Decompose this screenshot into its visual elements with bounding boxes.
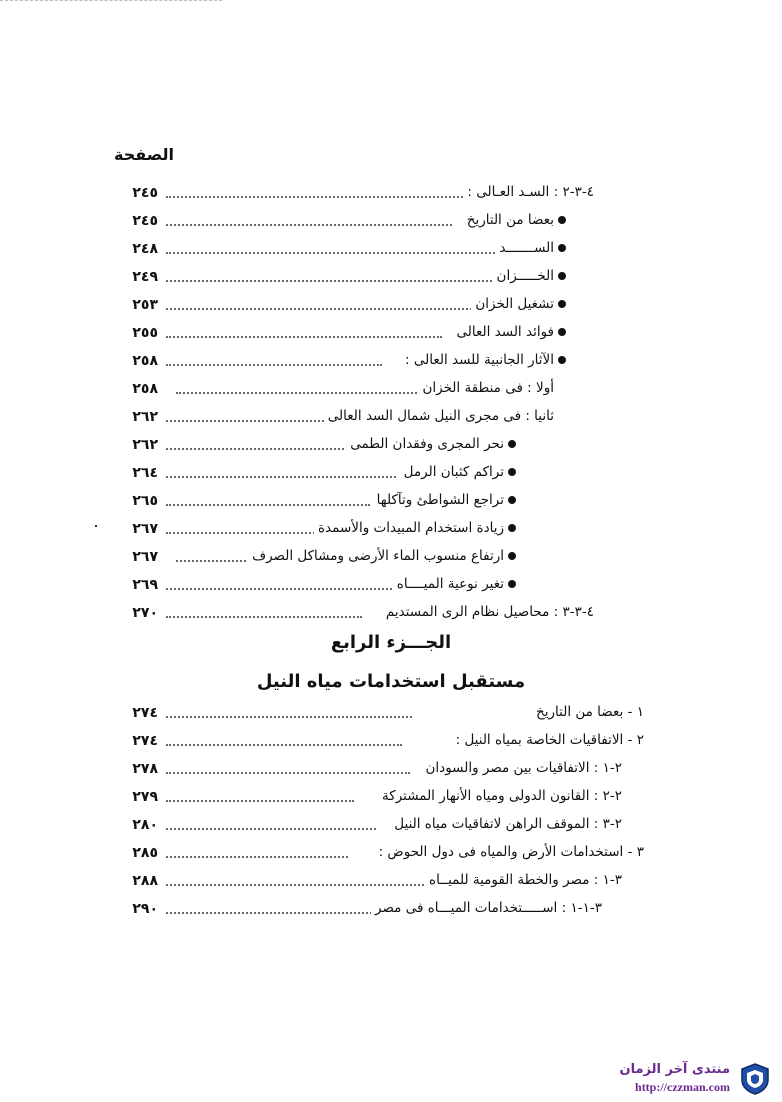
toc-page-number: ٢٦٤ bbox=[132, 465, 158, 481]
toc-entry-title: زيادة استخدام المبيدات والأسمدة bbox=[314, 520, 516, 536]
toc-page-number: ٢٧٤ bbox=[132, 733, 158, 749]
toc-entry-title: ٢-٣ : الموقف الراهن لاتفاقيات مياه النيل bbox=[390, 816, 622, 832]
toc-page-number: ٢٦٢ bbox=[132, 437, 158, 453]
dot-leader bbox=[166, 772, 410, 774]
bullet-icon bbox=[508, 524, 516, 532]
toc-page-number: ٢٧٨ bbox=[132, 761, 158, 777]
bullet-icon bbox=[508, 496, 516, 504]
bullet-icon bbox=[558, 216, 566, 224]
toc-row bbox=[0, 731, 782, 755]
dot-leader bbox=[166, 912, 396, 914]
dot-leader bbox=[166, 616, 362, 618]
part-subtitle: مستقبل استخدامات مياه النيل bbox=[256, 671, 526, 692]
toc-entry-title: ٢-٢ : القانون الدولى ومياه الأنهار المشتركة bbox=[378, 788, 622, 804]
toc-row bbox=[0, 295, 782, 319]
toc-entry-title: ١ - بعضا من التاريخ bbox=[532, 704, 644, 720]
dot-leader bbox=[166, 364, 382, 366]
dot-leader bbox=[166, 504, 370, 506]
toc-entry-title: أولا : فى منطقة الخزان bbox=[418, 380, 554, 396]
dot-leader bbox=[166, 308, 472, 310]
toc-row bbox=[0, 815, 782, 839]
toc-row bbox=[0, 603, 782, 627]
dot-leader bbox=[176, 392, 436, 394]
toc-row bbox=[0, 379, 782, 403]
forum-url: http://czzman.com bbox=[635, 1080, 730, 1094]
toc-page-number: ٢٥٨ bbox=[132, 381, 158, 397]
shield-logo-icon bbox=[738, 1062, 772, 1096]
toc-entry-title: الخـــــزان bbox=[493, 268, 566, 284]
dot-leader bbox=[166, 448, 364, 450]
toc-entry-title: ٣-١ : مصر والخطة القومية للميــاه bbox=[425, 872, 622, 888]
dot-leader bbox=[166, 884, 436, 886]
toc-page-number: ٢٥٨ bbox=[132, 353, 158, 369]
toc-row bbox=[0, 547, 782, 571]
dot-leader bbox=[166, 856, 348, 858]
toc-row bbox=[0, 787, 782, 811]
forum-watermark-link[interactable] bbox=[602, 1062, 772, 1096]
toc-page-number: ٢٥٥ bbox=[132, 325, 158, 341]
bullet-icon bbox=[508, 580, 516, 588]
toc-row bbox=[0, 519, 782, 543]
bullet-icon bbox=[508, 440, 516, 448]
part-heading: الجـــزء الرابع bbox=[330, 632, 452, 653]
toc-entry-title: الآثار الجانبية للسد العالى : bbox=[401, 352, 566, 368]
toc-page-number: ٢٤٥ bbox=[132, 213, 158, 229]
dot-leader bbox=[166, 224, 452, 226]
toc-row bbox=[0, 871, 782, 895]
toc-entry-title: ٣-١-١ : اســـــتخدامات الميـــاه فى مصر bbox=[371, 900, 602, 916]
toc-entry-title: ٢ - الاتفاقيات الخاصة بمياه النيل : bbox=[452, 732, 644, 748]
toc-entry-title: ثانيا : فى مجرى النيل شمال السد العالى bbox=[324, 408, 554, 424]
toc-page-number: ٢٦٥ bbox=[132, 493, 158, 509]
toc-row bbox=[0, 491, 782, 515]
bullet-icon bbox=[558, 244, 566, 252]
toc-entry-title: ٣ - استخدامات الأرض والمياه فى دول الحوض : bbox=[375, 844, 644, 860]
toc-row bbox=[0, 899, 782, 923]
toc-entry-title: تغير نوعية الميــــاه bbox=[393, 576, 516, 592]
toc-page-number: ٢٨٠ bbox=[132, 817, 158, 833]
bullet-icon bbox=[558, 272, 566, 280]
dot-leader bbox=[166, 476, 396, 478]
toc-row bbox=[0, 211, 782, 235]
toc-page-number: ٢٦٢ bbox=[132, 409, 158, 425]
toc-row bbox=[0, 435, 782, 459]
bullet-icon bbox=[508, 468, 516, 476]
toc-page-number: ٢٨٥ bbox=[132, 845, 158, 861]
bullet-icon bbox=[558, 328, 566, 336]
toc-row bbox=[0, 843, 782, 867]
toc-page-number: ٢٥٣ bbox=[132, 297, 158, 313]
toc-page-number: ٢٧٩ bbox=[132, 789, 158, 805]
toc-page-number: ٢٦٩ bbox=[132, 577, 158, 593]
bullet-icon bbox=[558, 300, 566, 308]
toc-row bbox=[0, 575, 782, 599]
dot-leader bbox=[166, 588, 412, 590]
toc-row bbox=[0, 183, 782, 207]
toc-page-number: ٢٤٥ bbox=[132, 185, 158, 201]
toc-row bbox=[0, 759, 782, 783]
toc-page-number: ٢٤٩ bbox=[132, 269, 158, 285]
toc-entry-title: تراجع الشواطئ وتآكلها bbox=[373, 492, 516, 508]
toc-row bbox=[0, 407, 782, 431]
toc-page-number: ٢٦٧ bbox=[132, 521, 158, 537]
toc-entry-title: نحر المجرى وفقدان الطمى bbox=[346, 436, 516, 452]
toc-page-number: ٢٩٠ bbox=[132, 901, 158, 917]
toc-entry-title: ٤-٣-٢ : السـد العـالى : bbox=[463, 184, 594, 200]
toc-entry-title: تشغيل الخزان bbox=[471, 296, 566, 312]
toc-entry-title: بعضا من التاريخ bbox=[463, 212, 566, 228]
toc-page-number: ٢٨٨ bbox=[132, 873, 158, 889]
dot-leader bbox=[166, 744, 402, 746]
toc-row bbox=[0, 703, 782, 727]
toc-row bbox=[0, 351, 782, 375]
toc-entry-title: ارتفاع منسوب الماء الأرضى ومشاكل الصرف bbox=[248, 548, 516, 564]
dot-leader bbox=[166, 420, 324, 422]
toc-page-number: ٢٤٨ bbox=[132, 241, 158, 257]
toc-row bbox=[0, 239, 782, 263]
toc-row bbox=[0, 267, 782, 291]
bullet-icon bbox=[558, 356, 566, 364]
toc-entry-title: ٢-١ : الاتفاقيات بين مصر والسودان bbox=[422, 760, 622, 776]
dot-leader bbox=[166, 716, 412, 718]
toc-entry-title: فوائد السد العالى bbox=[453, 324, 566, 340]
dot-leader bbox=[166, 280, 492, 282]
toc-page-number: ٢٧٤ bbox=[132, 705, 158, 721]
toc-entry-title: تراكم كثبان الرمل bbox=[400, 464, 516, 480]
dot-leader bbox=[166, 252, 546, 254]
toc-row bbox=[0, 463, 782, 487]
bullet-icon bbox=[508, 552, 516, 560]
dot-leader bbox=[166, 336, 442, 338]
dot-leader bbox=[166, 828, 376, 830]
dot-leader bbox=[166, 532, 322, 534]
toc-entry-title: ٤-٣-٣ : محاصيل نظام الرى المستديم bbox=[382, 604, 594, 620]
dot-leader bbox=[166, 800, 354, 802]
page-column-header: الصفحة bbox=[113, 145, 174, 164]
toc-row bbox=[0, 323, 782, 347]
toc-page-number: ٢٧٠ bbox=[132, 605, 158, 621]
dot-leader bbox=[166, 196, 482, 198]
forum-name: منتدى آخر الزمان bbox=[619, 1062, 730, 1077]
toc-entry-title: الســـــــد bbox=[495, 240, 566, 256]
toc-page-number: ٢٦٧ bbox=[132, 549, 158, 565]
